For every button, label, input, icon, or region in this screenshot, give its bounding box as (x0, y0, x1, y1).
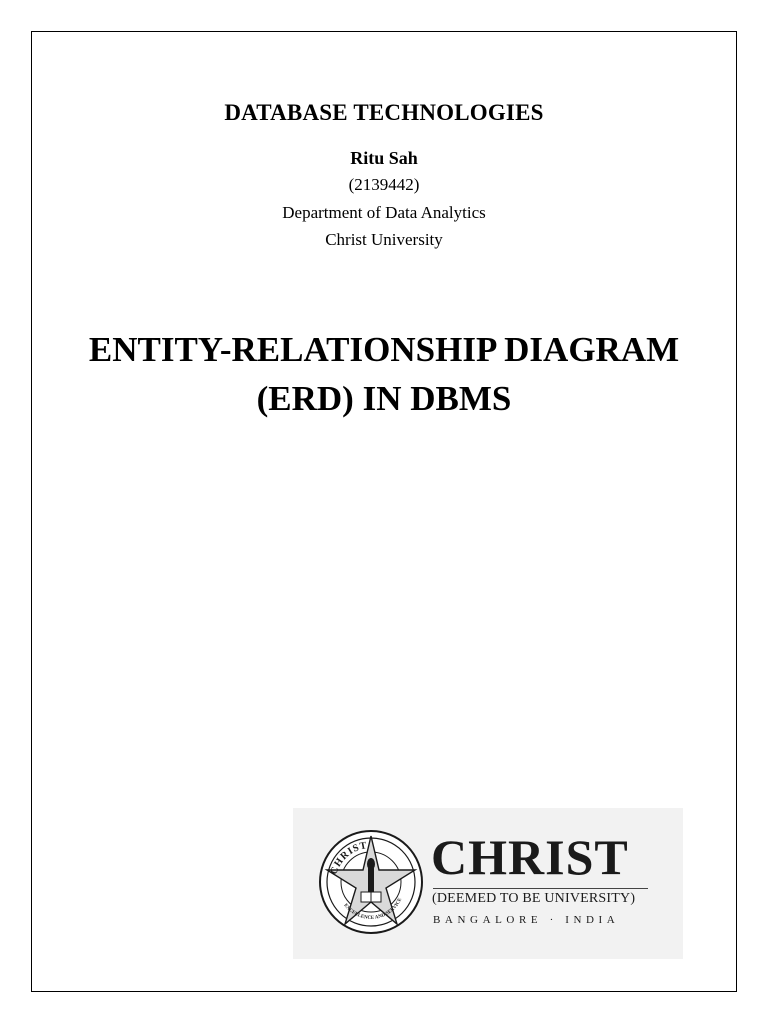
logo-wordmark: CHRIST (431, 829, 629, 885)
logo-location: BANGALORE · INDIA (433, 914, 620, 926)
svg-text:EXCELLENCE AND SERVICE: EXCELLENCE AND SERVICE (342, 897, 404, 921)
svg-text:CHRIST: CHRIST (328, 840, 369, 877)
logo-divider (433, 888, 648, 889)
course-title: DATABASE TECHNOLOGIES (224, 100, 544, 125)
author-name: Ritu Sah (350, 148, 418, 168)
university-logo (293, 808, 683, 959)
document-title-line-1: ENTITY-RELATIONSHIP DIAGRAM (88, 330, 680, 369)
student-id: (2139442) (348, 175, 420, 194)
university-name: Christ University (325, 230, 443, 249)
document-title-line-2: (ERD) IN DBMS (256, 379, 512, 418)
department-name: Department of Data Analytics (282, 203, 486, 222)
university-seal-icon (317, 828, 425, 936)
logo-subtitle: (DEEMED TO BE UNIVERSITY) (432, 891, 636, 906)
